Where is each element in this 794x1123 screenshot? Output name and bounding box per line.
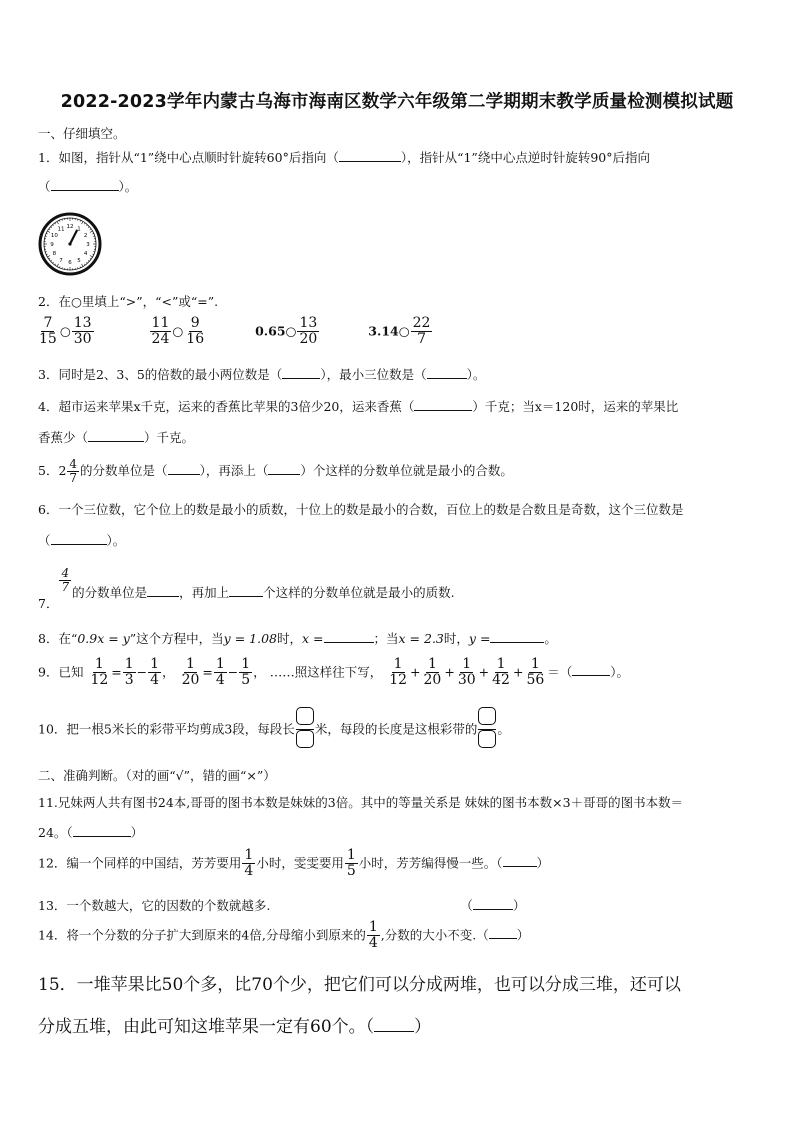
answer-blank[interactable] (339, 149, 401, 162)
question-2-items (36, 316, 433, 348)
fraction: $\frac{22}{7}$ (412, 315, 431, 348)
clock-number: 4 (83, 251, 88, 258)
answer-blank[interactable] (268, 462, 300, 475)
fraction: $\frac{9}{16}$ (186, 315, 205, 348)
answer-blank[interactable] (51, 178, 119, 191)
q1-text-b: ），指针从“1”绕中心点逆时针旋转90°后指向 (400, 150, 650, 165)
mixed-whole: 2 (58, 463, 67, 479)
question-5: 5．2 $\frac{4}{7}$ 的分数单位是（ ），再添上（ ）个这样的分数单位就是最小的合数。 (38, 457, 513, 486)
clock-number: 2 (83, 233, 88, 240)
compare-circle[interactable]: ○ (285, 323, 297, 339)
answer-blank[interactable] (168, 462, 200, 475)
question-13: 13．一个数越大，它的因数的个数就越多. （ ） (38, 898, 526, 913)
fraction: $\frac{13}{30}$ (73, 315, 92, 348)
q1-text-d: ）。 (118, 179, 138, 194)
answer-blank[interactable] (147, 584, 179, 597)
question-4-line-1: 4．超市运来苹果x千克，运来的香蕉比苹果的3倍少20，运来香蕉（ ）千克；当x＝120时，运来的苹果比 (38, 399, 679, 414)
equation: 0.9x = y (77, 631, 130, 646)
q1-text-a: 1．如图，指针从“1”绕中心点顺时针旋转60°后指向（ (38, 150, 339, 165)
answer-blank[interactable] (427, 366, 467, 379)
clock-number: 10 (50, 233, 58, 240)
question-3: 3．同时是2、3、5的倍数的最小两位数是（ ），最小三位数是（ ）。 (38, 367, 486, 382)
question-1-line-2 (38, 177, 137, 195)
question-14: 14．将一个分数的分子扩大到原来的4倍,分母缩小到原来的 $\frac{1}{4}$ ,分数的大小不变.（ ） (38, 919, 530, 952)
answer-blank[interactable] (51, 532, 107, 545)
fraction: $\frac{4}{7}$ (69, 457, 78, 486)
fraction: $\frac{13}{20}$ (299, 315, 318, 348)
clock-number: 1 (77, 226, 81, 233)
fraction: $\frac{4}{7}$ (61, 566, 70, 595)
answer-blank[interactable] (473, 897, 513, 910)
question-7: 7． $\frac{4}{7}$ 的分数单位是 ，再加上 个这样的分数单位就是最小的质数. (38, 566, 455, 612)
q1-text-c: （ (38, 179, 51, 194)
box-fraction[interactable] (478, 707, 496, 753)
answer-blank[interactable] (374, 1019, 414, 1032)
clock-number: 5 (77, 257, 81, 264)
question-12: 12．编一个同样的中国结，芳芳要用 $\frac{1}{4}$ 小时，雯雯要用 $\frac{1}{5}$ 小时，芳芳编得慢一些。（ ） (38, 847, 550, 880)
compare-circle[interactable]: ○ (398, 323, 410, 339)
clock-number: 3 (86, 242, 90, 249)
clock-number: 11 (57, 226, 65, 233)
compare-circle[interactable]: ○ (172, 323, 184, 339)
answer-blank[interactable] (229, 584, 263, 597)
decimal-value: 0.65 (255, 323, 286, 339)
question-2: 2．在○里填上“>”，“<”或“=”. (38, 294, 219, 309)
clock-figure (37, 208, 103, 278)
question-1-line-1 (38, 148, 650, 166)
question-6-line-2: （ ）。 (38, 533, 126, 548)
section-2-heading: 二、准确判断。（对的画“√”，错的画“×”） (38, 768, 276, 783)
fraction: $\frac{7}{15}$ (39, 315, 57, 348)
question-11-line-1: 11.兄妹两人共有图书24本,哥哥的图书本数是妹妹的3倍。其中的等量关系是 妹妹的图书本数×3＋哥哥的图书本数＝ (38, 795, 684, 810)
compare-circle[interactable]: ○ (59, 323, 71, 339)
question-10: 10．把一根5米长的彩带平均剪成3段，每段长 米，每段的长度是这根彩带的 。 (38, 707, 510, 753)
clock-number: 9 (50, 242, 54, 249)
clock-number: 12 (66, 224, 74, 231)
answer-blank[interactable] (503, 854, 537, 867)
answer-blank[interactable] (88, 429, 144, 442)
page-title: 2022-2023学年内蒙古乌海市海南区数学六年级第二学期期末教学质量检测模拟试题 (60, 92, 734, 112)
answer-blank[interactable] (414, 398, 472, 411)
answer-blank[interactable] (572, 663, 610, 676)
question-11-line-2: 24。（ ） (38, 825, 144, 840)
answer-blank[interactable] (73, 824, 131, 837)
clock-number: 8 (52, 251, 57, 258)
clock-number: 6 (68, 260, 72, 267)
question-8: 8．在“0.9x = y”这个方程中，当y = 1.08时，x = ；当x = 2.3时，y = 。 (38, 631, 557, 646)
question-15-line-2: 分成五堆，由此可知这堆苹果一定有60个。（ ） (38, 1017, 432, 1037)
answer-blank[interactable] (490, 630, 544, 643)
question-15-line-1: 15．一堆苹果比50个多，比70个少，把它们可以分成两堆，也可以分成三堆，还可以 (38, 975, 681, 995)
box-fraction[interactable] (296, 707, 314, 753)
answer-blank[interactable] (282, 366, 320, 379)
question-9: 9．已知 $\frac{1}{12}$ = $\frac{1}{3}$ − $\frac{1}{4}$ ， $\frac{1}{20}$ = $\frac{1}{4}$ − $\frac{1}{5}$ ， ……照这样往下写， $\frac{1}{12}$ + $\frac{1}{20}$ + $\frac{1}{30}$ + $\frac{1}{42}$ + $\frac{1}{56}$ ＝（ ）。 (38, 656, 630, 689)
question-4-line-2: 香蕉少（ ）千克。 (38, 430, 195, 445)
section-1-heading: 一、仔细填空。 (38, 126, 126, 141)
fraction: $\frac{11}{24}$ (151, 315, 170, 348)
clock-number: 7 (59, 257, 63, 264)
decimal-value: 3.14 (368, 323, 399, 339)
answer-blank[interactable] (324, 630, 374, 643)
question-6-line-1: 6．一个三位数，它个位上的数是最小的质数，十位上的数是最小的合数，百位上的数是合数且是奇数，这个三位数是 (38, 502, 684, 517)
answer-blank[interactable] (489, 926, 517, 939)
